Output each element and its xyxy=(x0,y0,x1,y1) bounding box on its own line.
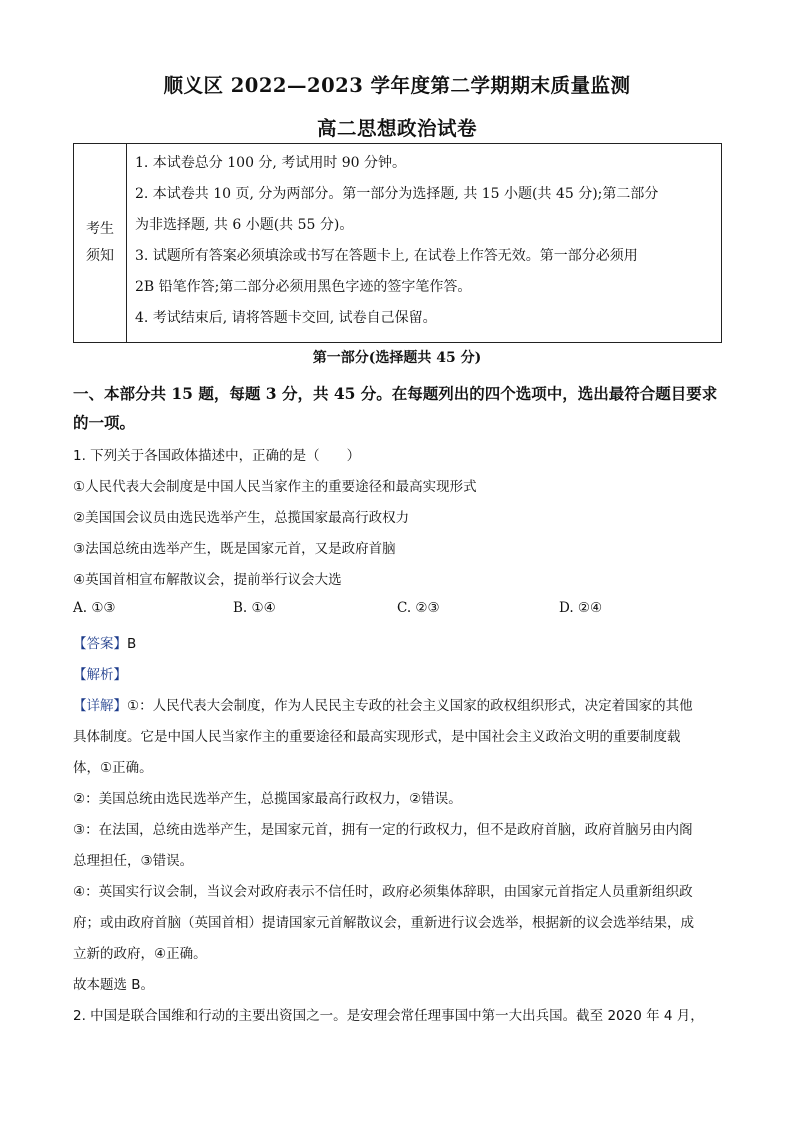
detail-line: 体，①正确。 xyxy=(73,760,153,776)
option-a: A. ①③ xyxy=(73,600,116,616)
notice-label-line1: 考生 xyxy=(86,221,114,237)
detail-line xyxy=(73,694,693,714)
page-subtitle: 高二思想政治试卷 xyxy=(316,117,477,140)
question-1-statement: ①人民代表大会制度是中国人民当家作主的重要途径和最高实现形式 xyxy=(73,479,477,495)
notice-table xyxy=(73,143,722,343)
question-1-statement: ③法国总统由选举产生，既是国家元首，又是政府首脑 xyxy=(73,541,396,557)
analysis-tag: 【解析】 xyxy=(73,667,127,683)
notice-rule: 4. 考试结束后, 请将答题卡交回, 试卷自己保留。 xyxy=(135,310,437,326)
notice-label-line2: 须知 xyxy=(86,248,114,264)
question-1-statement: ④英国首相宣布解散议会，提前举行议会大选 xyxy=(73,572,342,588)
question-2-stem: 2. 中国是联合国维和行动的主要出资国之一。是安理会常任理事国中第一大出兵国。截至 2020 年 4 月， xyxy=(73,1008,704,1024)
question-1-statement: ②美国国会议员由选民选举产生，总揽国家最高行政权力 xyxy=(73,510,410,526)
answer-line xyxy=(73,632,136,652)
section-instruction-cont: 的一项。 xyxy=(73,413,136,432)
option-c: C. ②③ xyxy=(397,600,440,616)
notice-rule: 1. 本试卷总分 100 分, 考试用时 90 分钟。 xyxy=(135,155,407,171)
detail-text: ①：人民代表大会制度，作为人民民主专政的社会主义国家的政权组织形式，决定着国家的其他 xyxy=(127,698,693,714)
detail-line: 立新的政府，④正确。 xyxy=(73,946,207,962)
detail-line: 具体制度。它是中国人民当家作主的重要途径和最高实现形式，是中国社会主义政治文明的重要制度载 xyxy=(73,729,681,745)
section-heading: 第一部分(选择题共 45 分) xyxy=(312,350,482,366)
answer-value: B xyxy=(127,636,137,652)
answer-tag: 【答案】 xyxy=(73,636,127,652)
notice-label xyxy=(74,144,127,343)
detail-tag: 【详解】 xyxy=(73,698,127,714)
notice-rule: 2. 本试卷共 10 页, 分为两部分。第一部分为选择题, 共 15 小题(共 45 分);第二部分 xyxy=(135,186,659,202)
option-d: D. ②④ xyxy=(559,600,603,616)
detail-line: ③：在法国，总统由选举产生，是国家元首，拥有一定的行政权力，但不是政府首脑，政府首脑另由内阁 xyxy=(73,822,693,838)
notice-rules xyxy=(127,144,722,343)
detail-line: ④：英国实行议会制，当议会对政府表示不信任时，政府必须集体辞职，由国家元首指定人员重新组织政 xyxy=(73,884,693,900)
detail-line: ②：美国总统由选民选举产生，总揽国家最高行政权力，②错误。 xyxy=(73,791,462,807)
question-1-stem: 1. 下列关于各国政体描述中，正确的是（ ） xyxy=(73,448,361,464)
notice-rule: 2B 铅笔作答;第二部分必须用黑色字迹的签字笔作答。 xyxy=(135,279,472,295)
detail-line: 总理担任，③错误。 xyxy=(73,853,194,869)
notice-rule: 为非选择题, 共 6 小题(共 55 分)。 xyxy=(135,217,354,233)
section-instruction: 一、本部分共 15 题，每题 3 分，共 45 分。在每题列出的四个选项中，选出最符合题目要求 xyxy=(73,384,718,403)
page-title: 顺义区 2022—2023 学年度第二学期期末质量监测 xyxy=(163,74,631,97)
detail-line: 府；或由政府首脑（英国首相）提请国家元首解散议会，重新进行议会选举，根据新的议会选举结果，成 xyxy=(73,915,694,931)
detail-conclusion: 故本题选 B。 xyxy=(73,977,155,993)
option-b: B. ①④ xyxy=(233,600,276,616)
notice-rule: 3. 试题所有答案必须填涂或书写在答题卡上, 在试卷上作答无效。第一部分必须用 xyxy=(135,248,638,264)
